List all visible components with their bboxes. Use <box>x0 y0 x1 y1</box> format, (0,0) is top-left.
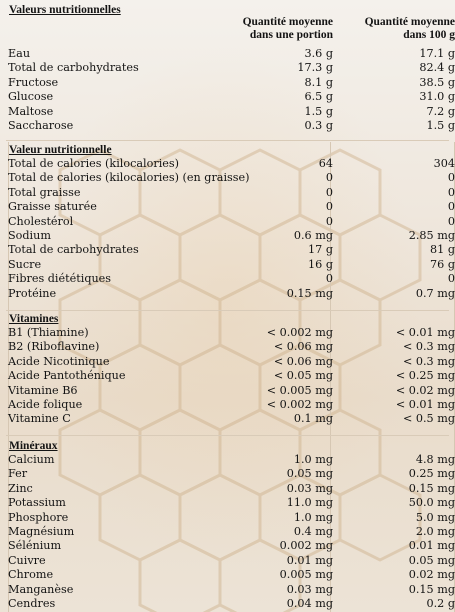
nutrient-label: Total graisse <box>8 185 81 199</box>
portion-value: 0.03 mg <box>286 582 333 596</box>
nutrient-label: Zinc <box>8 481 33 495</box>
vitamins-title: Vitamines <box>9 313 59 325</box>
table-row <box>8 453 455 467</box>
table-row <box>8 597 455 611</box>
per100-value: 82.4 g <box>419 61 455 75</box>
nutrient-label: Potassium <box>8 496 66 510</box>
divider-2 <box>6 310 449 311</box>
per100-value: < 0.5 mg <box>402 412 455 426</box>
sugars-rows <box>8 47 455 133</box>
per100-value: < 0.25 mg <box>395 369 455 383</box>
nutrient-label: B1 (Thiamine) <box>8 326 89 339</box>
portion-value: 0.03 mg <box>286 481 333 495</box>
vitamins-section <box>8 312 455 427</box>
portion-value: 11.0 mg <box>286 496 333 510</box>
per100-value: 0.25 mg <box>408 467 455 481</box>
table-row <box>8 340 455 354</box>
per100-value: 81 g <box>430 243 455 257</box>
table-row <box>8 398 455 412</box>
nutrient-label: Total de calories (kilocalories) <box>8 157 179 170</box>
per100-value: 2.0 mg <box>415 524 455 538</box>
portion-value: 0 <box>325 214 333 228</box>
portion-value: 0.15 mg <box>286 286 333 300</box>
nutrient-label: Glucose <box>8 90 54 104</box>
minerals-rows <box>8 453 455 611</box>
column-header-portion-line2: dans une portion <box>249 29 333 41</box>
nutrient-label: B2 (Riboflavine) <box>8 340 100 354</box>
portion-value: 0.3 g <box>304 118 333 132</box>
table-row <box>8 200 455 214</box>
per100-value: 4.8 mg <box>415 453 455 466</box>
nutrient-label: Maltose <box>8 104 54 118</box>
nutrient-label: Total de carbohydrates <box>8 61 139 75</box>
table-row <box>8 76 455 90</box>
portion-value: 1.5 g <box>304 104 333 118</box>
nutrient-label: Sodium <box>8 228 51 242</box>
nutrient-label: Calcium <box>8 453 55 466</box>
nutrient-label: Vitamine C <box>8 412 71 426</box>
table-row <box>8 496 455 510</box>
nutrient-label: Manganèse <box>8 582 74 596</box>
per100-value: < 0.3 mg <box>402 354 455 368</box>
vitamins-rows <box>8 326 455 427</box>
table-row <box>8 525 455 539</box>
per100-value: 0 <box>447 171 455 185</box>
portion-value: 0.005 mg <box>279 568 333 582</box>
nutrient-label: Total de calories (kilocalories) (en graisse) <box>8 171 250 185</box>
minerals-section <box>8 439 455 611</box>
nutrient-label: Eau <box>8 47 31 60</box>
per100-value: 5.0 mg <box>415 510 455 524</box>
portion-value: 1.0 mg <box>293 453 333 466</box>
column-header-portion <box>243 16 333 42</box>
portion-value: 0.4 mg <box>293 524 333 538</box>
column-header-per100-line1: Quantité moyenne <box>364 16 455 28</box>
table-row <box>8 61 455 75</box>
table-row <box>8 583 455 597</box>
nutrient-label: Saccharose <box>8 118 74 132</box>
nutrient-label: Acide folique <box>8 397 83 411</box>
per100-value: 0.02 mg <box>408 568 455 582</box>
nutrition-rows <box>8 157 455 301</box>
portion-value: 0.05 mg <box>286 467 333 481</box>
nutrient-label: Total de carbohydrates <box>8 243 139 257</box>
per100-value: 0 <box>447 185 455 199</box>
per100-value: 304 <box>433 157 455 170</box>
per100-value: 2.85 mg <box>408 228 455 242</box>
table-row <box>8 186 455 200</box>
portion-value: < 0.05 mg <box>273 369 333 383</box>
table-row <box>8 467 455 481</box>
nutrient-label: Acide Nicotinique <box>8 354 110 368</box>
portion-value: 0.01 mg <box>286 553 333 567</box>
portion-value: 0 <box>325 171 333 185</box>
table-row <box>8 384 455 398</box>
sugars-section <box>8 3 455 133</box>
portion-value: 0 <box>325 272 333 286</box>
table-row <box>8 369 455 383</box>
table-row <box>8 171 455 185</box>
portion-value: 0 <box>325 200 333 214</box>
nutrient-label: Vitamine B6 <box>8 383 78 397</box>
portion-value: 0 <box>325 185 333 199</box>
portion-value: < 0.002 mg <box>266 326 333 339</box>
table-row <box>8 258 455 272</box>
minerals-title: Minéraux <box>9 440 58 452</box>
table-row <box>8 511 455 525</box>
per100-value: < 0.01 mg <box>395 397 455 411</box>
table-row <box>8 554 455 568</box>
sheet-title: Valeurs nutritionnelles <box>9 4 121 16</box>
nutrient-label: Acide Pantothénique <box>8 369 126 383</box>
nutrient-label: Phosphore <box>8 510 69 524</box>
per100-value: 0.15 mg <box>408 582 455 596</box>
nutrient-label: Sucre <box>8 257 42 271</box>
per100-value: 0 <box>447 200 455 214</box>
table-row <box>8 287 455 301</box>
table-row <box>8 105 455 119</box>
portion-value: 0.6 mg <box>293 228 333 242</box>
portion-value: 6.5 g <box>304 90 333 104</box>
nutrient-label: Cendres <box>8 596 56 610</box>
divider-3 <box>6 435 449 436</box>
per100-value: 0.01 mg <box>408 539 455 553</box>
portion-value: < 0.005 mg <box>266 383 333 397</box>
divider-1 <box>6 140 449 141</box>
table-row <box>8 119 455 133</box>
portion-value: 1.0 mg <box>293 510 333 524</box>
per100-value: 17.1 g <box>419 47 455 60</box>
nutrient-label: Graisse saturée <box>8 200 97 214</box>
table-row <box>8 157 455 171</box>
per100-value: 0.7 mg <box>415 286 455 300</box>
per100-value: 0 <box>447 272 455 286</box>
table-row <box>8 47 455 61</box>
portion-value: 0.1 mg <box>293 412 333 426</box>
per100-value: 1.5 g <box>426 118 455 132</box>
column-header-portion-line1: Quantité moyenne <box>242 16 333 28</box>
per100-value: < 0.3 mg <box>402 340 455 354</box>
table-row <box>8 539 455 553</box>
per100-value: 0.2 g <box>426 596 455 610</box>
per100-value: 0.05 mg <box>408 553 455 567</box>
portion-value: 64 <box>318 157 333 170</box>
table-row <box>8 482 455 496</box>
nutrient-label: Chrome <box>8 568 54 582</box>
portion-value: 3.6 g <box>304 47 333 60</box>
nutrient-label: Fructose <box>8 75 59 89</box>
per100-value: < 0.01 mg <box>395 326 455 339</box>
per100-value: 7.2 g <box>426 104 455 118</box>
per100-value: 0.15 mg <box>408 481 455 495</box>
per100-value: 31.0 g <box>419 90 455 104</box>
table-row <box>8 326 455 340</box>
portion-value: < 0.002 mg <box>266 397 333 411</box>
table-row <box>8 568 455 582</box>
portion-value: 17 g <box>308 243 333 257</box>
table-row <box>8 272 455 286</box>
column-header-per100 <box>365 16 455 42</box>
nutrient-label: Cuivre <box>8 553 46 567</box>
table-row <box>8 90 455 104</box>
portion-value: 0.04 mg <box>286 596 333 610</box>
nutrition-section <box>8 143 455 301</box>
nutrient-label: Fibres diététiques <box>8 272 112 286</box>
table-row <box>8 229 455 243</box>
table-row <box>8 355 455 369</box>
portion-value: < 0.06 mg <box>273 340 333 354</box>
portion-value: 0.002 mg <box>279 539 333 553</box>
portion-value: < 0.06 mg <box>273 354 333 368</box>
per100-value: 0 <box>447 214 455 228</box>
column-header-per100-line2: dans 100 g <box>403 29 455 41</box>
portion-value: 16 g <box>308 257 333 271</box>
table-row <box>8 412 455 426</box>
per100-value: 38.5 g <box>419 75 455 89</box>
table-row <box>8 243 455 257</box>
per100-value: 50.0 mg <box>408 496 455 510</box>
per100-value: 76 g <box>430 257 455 271</box>
per100-value: < 0.02 mg <box>395 383 455 397</box>
nutrient-label: Magnésium <box>8 524 75 538</box>
nutrient-label: Fer <box>8 467 28 481</box>
portion-value: 8.1 g <box>304 75 333 89</box>
portion-value: 17.3 g <box>297 61 333 75</box>
nutrient-label: Cholestérol <box>8 214 74 228</box>
nutrient-label: Sélénium <box>8 539 62 553</box>
table-row <box>8 215 455 229</box>
nutrition-title: Valeur nutritionnelle <box>9 144 112 156</box>
nutrient-label: Protéine <box>8 286 57 300</box>
